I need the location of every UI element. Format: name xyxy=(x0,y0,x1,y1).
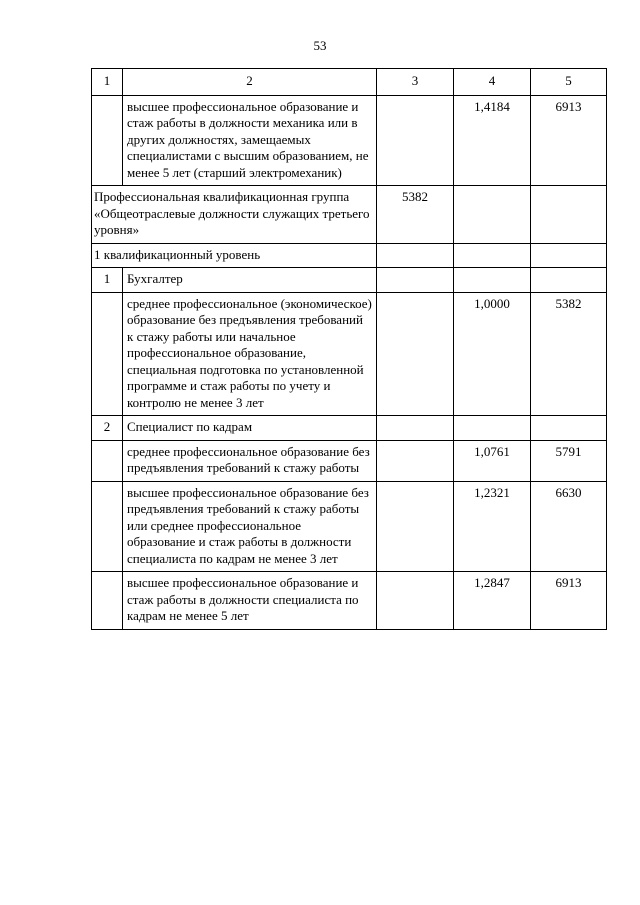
header-cell-4: 4 xyxy=(454,69,531,96)
requirement-cell: среднее профессиональное (экономическое) образование без предъявления требований к стажу работы или начальное профессиональное образование, специальная подготовка по установленной программе и стаж работы по учету и контролю не менее 3 лет xyxy=(123,292,377,416)
page-number: 53 xyxy=(313,38,327,53)
table-row xyxy=(92,292,607,416)
header-cell-5: 5 xyxy=(531,69,607,96)
requirement-cell: высшее профессиональное образование без предъявления требований к стажу работы или среднее профессиональное образование и стаж работы в должности специалиста по кадрам не менее 3 лет xyxy=(123,481,377,572)
requirement-cell: высшее профессиональное образование и стаж работы в должности специалиста по кадрам не менее 5 лет xyxy=(123,572,377,630)
table-row xyxy=(92,440,607,481)
row-number-cell xyxy=(92,572,123,630)
header-cell-2: 2 xyxy=(123,69,377,96)
group-salary-cell xyxy=(377,440,454,481)
table-row xyxy=(92,481,607,572)
table-header-row xyxy=(92,69,607,96)
position-title-cell: Специалист по кадрам xyxy=(123,416,377,441)
salary-cell xyxy=(531,416,607,441)
salary-table xyxy=(91,68,607,630)
table-row xyxy=(92,572,607,630)
row-number-cell xyxy=(92,95,123,186)
group-salary-cell xyxy=(377,268,454,293)
coefficient-cell: 1,0761 xyxy=(454,440,531,481)
salary-cell xyxy=(531,186,607,244)
row-number-cell xyxy=(92,481,123,572)
coefficient-cell: 1,2321 xyxy=(454,481,531,572)
row-number-cell xyxy=(92,440,123,481)
group-salary-cell xyxy=(377,572,454,630)
coefficient-cell: 1,0000 xyxy=(454,292,531,416)
group-salary-cell xyxy=(377,95,454,186)
salary-cell xyxy=(531,268,607,293)
table-row-position xyxy=(92,268,607,293)
header-cell-3: 3 xyxy=(377,69,454,96)
salary-cell: 6913 xyxy=(531,95,607,186)
requirement-cell: высшее профессиональное образование и стаж работы в должности механика или в других должностях, замещаемых специалистами с высшим образованием, не менее 5 лет (старший электромеханик) xyxy=(123,95,377,186)
header-cell-1: 1 xyxy=(92,69,123,96)
group-salary-cell xyxy=(377,481,454,572)
coefficient-cell: 1,2847 xyxy=(454,572,531,630)
group-salary-cell xyxy=(377,243,454,268)
salary-cell: 5382 xyxy=(531,292,607,416)
level-title-cell: 1 квалификационный уровень xyxy=(92,243,377,268)
group-salary-cell xyxy=(377,292,454,416)
group-title-cell: Профессиональная квалификационная группа «Общеотраслевые должности служащих третьего уровня» xyxy=(92,186,377,244)
table-row-position xyxy=(92,416,607,441)
table-row-group xyxy=(92,186,607,244)
salary-cell: 6913 xyxy=(531,572,607,630)
table-row-level xyxy=(92,243,607,268)
row-number-cell: 2 xyxy=(92,416,123,441)
salary-cell: 5791 xyxy=(531,440,607,481)
row-number-cell: 1 xyxy=(92,268,123,293)
requirement-cell: среднее профессиональное образование без предъявления требований к стажу работы xyxy=(123,440,377,481)
salary-cell xyxy=(531,243,607,268)
salary-cell: 6630 xyxy=(531,481,607,572)
position-title-cell: Бухгалтер xyxy=(123,268,377,293)
group-salary-cell: 5382 xyxy=(377,186,454,244)
coefficient-cell xyxy=(454,268,531,293)
table-row xyxy=(92,95,607,186)
coefficient-cell xyxy=(454,243,531,268)
group-salary-cell xyxy=(377,416,454,441)
coefficient-cell: 1,4184 xyxy=(454,95,531,186)
coefficient-cell xyxy=(454,416,531,441)
row-number-cell xyxy=(92,292,123,416)
coefficient-cell xyxy=(454,186,531,244)
